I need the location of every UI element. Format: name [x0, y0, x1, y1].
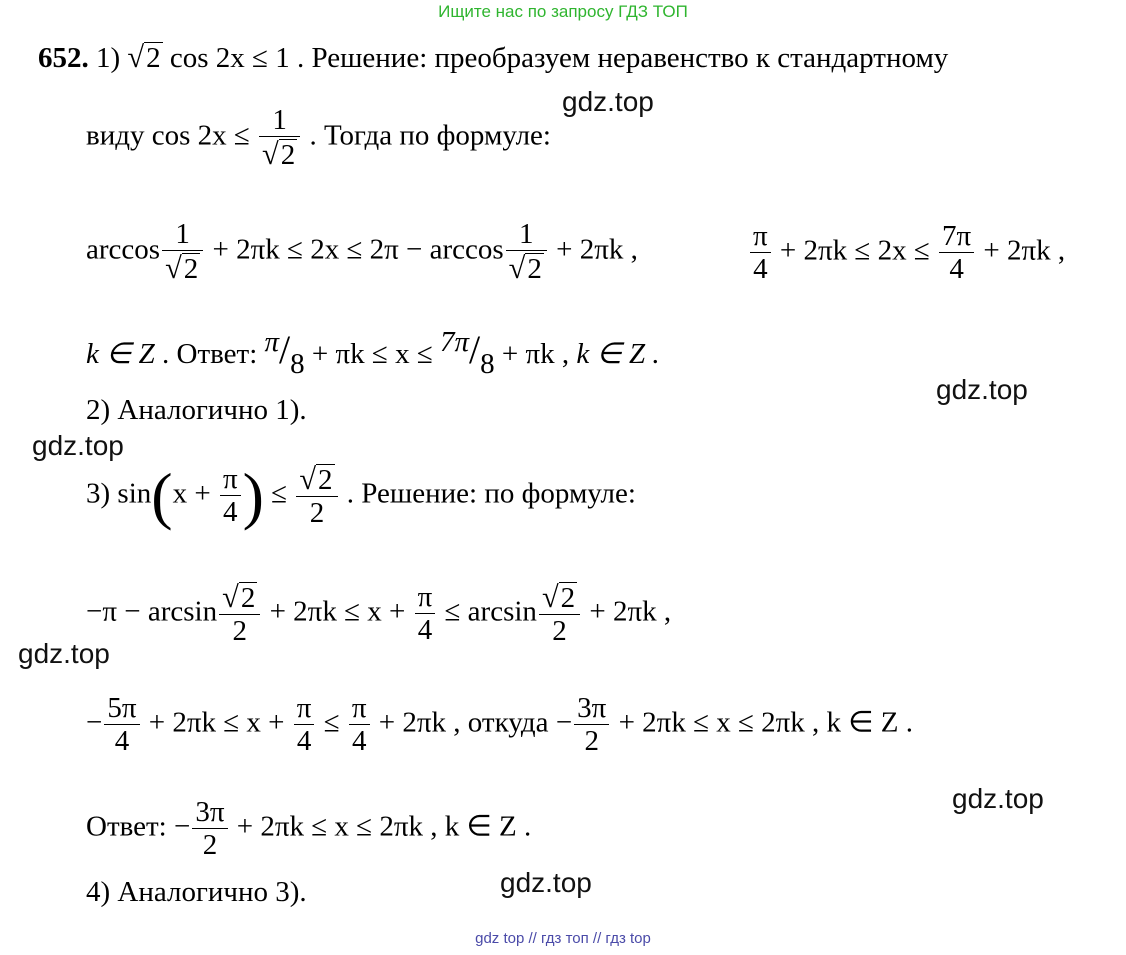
problem-3-formula-simplified	[86, 692, 913, 758]
top-banner-link[interactable]: Ищите нас по запросу ГДЗ ТОП	[438, 2, 688, 21]
fraction: $\frac{√2}{2}$	[539, 580, 580, 648]
expr: ≤ arcsin	[444, 595, 537, 628]
text: виду	[86, 119, 145, 152]
expr: + πk ,	[501, 338, 570, 370]
fraction: $\frac{\pi}{4}$	[294, 692, 315, 758]
watermark: gdz.top	[500, 867, 592, 898]
problem-4: 4) Аналогично 3).	[86, 876, 307, 908]
inequality: cos 2x ≤ 1	[169, 42, 290, 74]
fraction: $\frac{1}{√2}$	[506, 218, 547, 286]
problem-3-formula	[86, 580, 671, 648]
inequality: cos 2x ≤	[151, 119, 250, 152]
k-in-z: k ∈ Z .	[576, 338, 660, 370]
fraction: $\frac{√2}{2}$	[296, 462, 337, 530]
part-label: 3)	[86, 477, 111, 510]
problem-1-answer	[86, 326, 660, 380]
arccos: arccos	[86, 233, 161, 266]
expr: + πk ≤ x ≤	[311, 338, 433, 370]
problem-3-statement: 3) sin(x + $\frac{\pi}{4}$ ) ≤ $\frac{√2}{2}$ . Решение: по формуле:	[86, 459, 636, 531]
solution-text: . Решение: по формуле:	[346, 477, 636, 510]
fraction: $\frac{1}{√2}$	[259, 104, 300, 172]
problem-2: 2) Аналогично 1).	[86, 394, 307, 426]
fraction: $\frac{\pi}{4}$	[220, 463, 241, 529]
answer-label: . Ответ:	[162, 338, 258, 370]
fraction: $\frac{7\pi}{4}$	[939, 220, 974, 286]
minus: −	[555, 706, 573, 739]
minus: −	[86, 706, 103, 739]
le: ≤	[271, 477, 288, 510]
sin: sin	[117, 477, 152, 510]
fraction: $\frac{5\pi}{4}$	[104, 692, 139, 758]
expr: + 2πk ≤ x +	[148, 706, 285, 739]
bottom-banner-link[interactable]: gdz top // гдз топ // гдз top	[475, 930, 651, 947]
expr: + 2πk ,	[589, 595, 672, 628]
sqrt: √2	[127, 40, 161, 74]
slash-fraction: 7π/8	[440, 326, 495, 380]
fraction: $\frac{3\pi}{2}$	[574, 692, 609, 758]
problem-1-formula-simplified	[748, 220, 1065, 286]
expr: x +	[172, 477, 211, 510]
expr: −π − arcsin	[86, 595, 218, 628]
problem-3-answer	[86, 796, 531, 862]
problem-1-line-1	[38, 42, 948, 73]
watermark: gdz.top	[18, 638, 110, 669]
expr: + 2πk ≤ x +	[269, 595, 406, 628]
expr: + 2πk ≤ 2x ≤ 2π − arccos	[212, 233, 504, 266]
expr: + 2πk ≤ x ≤ 2πk , k ∈ Z .	[236, 810, 532, 843]
fraction: $\frac{1}{√2}$	[162, 218, 203, 286]
expr: + 2πk , откуда	[378, 706, 549, 739]
problem-1-formula	[86, 218, 638, 286]
text: . Тогда по формуле:	[309, 119, 551, 152]
k-in-z: k ∈ Z	[86, 338, 155, 370]
fraction: $\frac{\pi}{4}$	[415, 581, 436, 647]
fraction: $\frac{\pi}{4}$	[349, 692, 370, 758]
watermark: gdz.top	[32, 430, 124, 461]
le: ≤	[323, 706, 340, 739]
fraction: $\frac{\pi}{4}$	[750, 220, 771, 286]
watermark: gdz.top	[936, 374, 1028, 405]
expr: + 2πk ,	[983, 234, 1066, 267]
problem-number: 652.	[38, 42, 89, 74]
minus: −	[174, 810, 191, 843]
watermark: gdz.top	[952, 783, 1044, 814]
watermark: gdz.top	[562, 86, 654, 117]
expr: + 2πk ,	[556, 233, 638, 266]
fraction: $\frac{√2}{2}$	[219, 580, 260, 648]
part-label: 1)	[96, 42, 121, 74]
answer-label: Ответ:	[86, 810, 167, 843]
expr: + 2πk ≤ 2x ≤	[779, 234, 930, 267]
problem-1-line-2	[86, 104, 551, 172]
expr: + 2πk ≤ x ≤ 2πk , k ∈ Z .	[618, 706, 914, 739]
fraction: $\frac{3\pi}{2}$	[192, 796, 227, 862]
solution-text: . Решение: преобразуем неравенство к стандартному	[296, 42, 949, 74]
slash-fraction: π/8	[264, 326, 305, 380]
